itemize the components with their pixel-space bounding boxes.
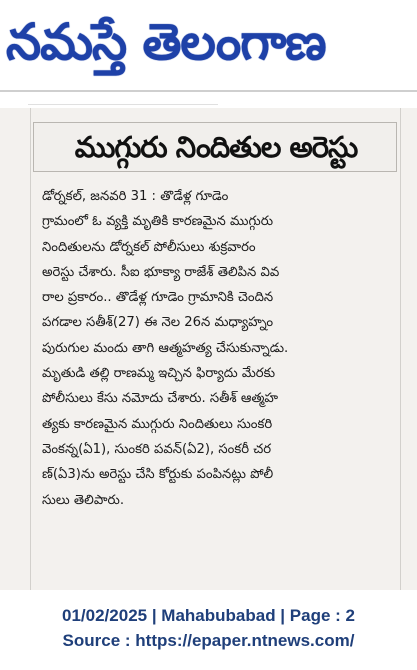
article-line: గ్రామంలో ఓ వ్యక్తి మృతికి కారణమైన ముగ్గురు bbox=[42, 214, 274, 230]
article-line: పగడాల సతీశ్(27) ఈ నెల 26న మధ్యాహ్నం bbox=[42, 315, 274, 331]
previous-story-fragment bbox=[28, 94, 218, 105]
footer-source: Source : https://epaper.ntnews.com/ bbox=[62, 631, 355, 650]
footer bbox=[0, 590, 417, 670]
footer-edition-info: 01/02/2025 | Mahabubabad | Page : 2 bbox=[62, 606, 355, 625]
column-rule-right bbox=[400, 108, 401, 590]
article-line: మృతుడి తల్లి రాణమ్మ ఇచ్చిన ఫిర్యాదు మేరకు bbox=[42, 366, 276, 382]
article-line: వెంకన్న(ఏ1), సుంకరి పవన్(ఏ2), సంకరీ చర bbox=[42, 441, 272, 457]
article-line: ణ్(ఏ3)ను అరెస్టు చేసి కోర్టుకు పంపినట్లు పోలీ bbox=[42, 467, 274, 483]
article-body bbox=[42, 184, 392, 544]
article-line: సులు తెలిపారు. bbox=[42, 492, 125, 508]
article-headline: ముగ్గురు నిందితుల అరెస్టు bbox=[74, 130, 358, 164]
article-line: డోర్నకల్, జనవరి 31 : తొడేళ్ల గూడెం bbox=[42, 189, 229, 204]
masthead-title: నమస్తే తెలంగాణ bbox=[6, 13, 326, 71]
article-line: త్యకు కారణమైన ముగ్గురు నిందితులు సుంకరి bbox=[42, 416, 273, 432]
masthead-divider bbox=[0, 90, 417, 92]
article-line: నిందితులను డోర్నకల్ పోలీసులు శుక్రవారం bbox=[42, 239, 256, 255]
article-line: పురుగుల మందు తాగి ఆత్మహత్య చేసుకున్నాడు. bbox=[42, 340, 289, 356]
article-line: పోలీసులు కేసు నమోదు చేశారు. సతీశ్ ఆత్మహ bbox=[42, 391, 279, 407]
next-story-headline-fragment bbox=[30, 560, 400, 590]
masthead bbox=[0, 0, 417, 96]
article-line: అరెస్టు చేశారు. సీఐ భూక్యా రాజేశ్ తెలిపిన వివ bbox=[42, 264, 280, 280]
column-rule-left bbox=[30, 108, 31, 590]
article-line: రాల ప్రకారం.. తొడేళ్ల గూడెం గ్రామానికి చెందిన bbox=[42, 290, 274, 306]
